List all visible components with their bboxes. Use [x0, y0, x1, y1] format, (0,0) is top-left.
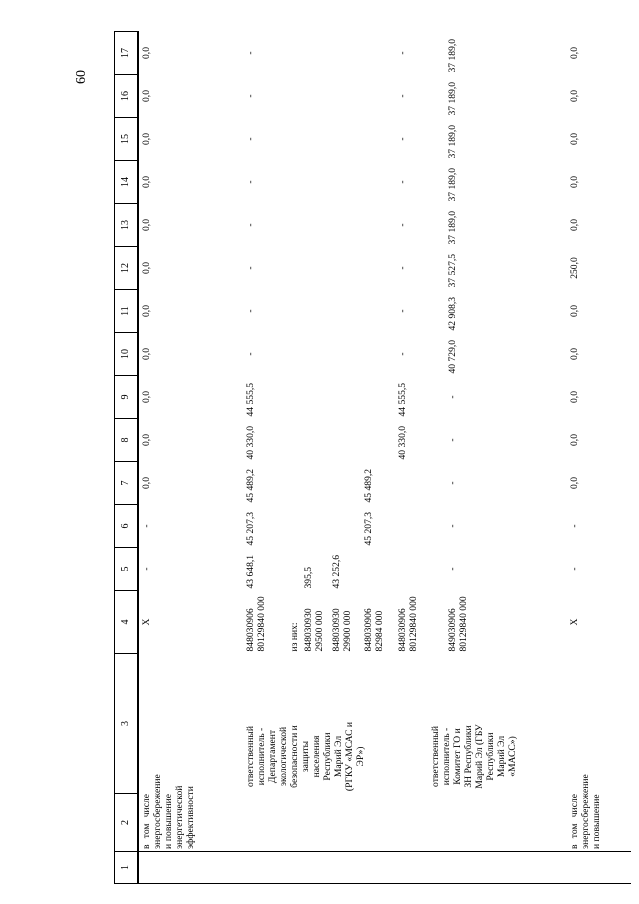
value-cell [243, 333, 567, 376]
value-cell: 0,0 [141, 434, 152, 446]
value-cell: - [141, 567, 152, 571]
kbk-cell [243, 591, 567, 654]
value: - [447, 395, 458, 399]
kbk-code: 849030906 80129840 000 [447, 596, 470, 652]
value: 395,5 [303, 566, 314, 589]
value: - [245, 94, 256, 98]
value-cell: 0,0 [569, 434, 580, 446]
value: - [245, 266, 256, 270]
value-cell: 0,0 [141, 133, 152, 145]
value-cell: 0,0 [141, 219, 152, 231]
row-number-cell [243, 852, 567, 884]
table-row [567, 32, 631, 884]
value: - [397, 352, 408, 356]
header-row [115, 32, 139, 884]
value-cell: 0,0 [569, 133, 580, 145]
kbk-cell: Х [569, 618, 580, 626]
header-cell: 6 [115, 505, 139, 548]
value: - [447, 438, 458, 442]
value-cell: 0,0 [141, 176, 152, 188]
executor-committee: ответственный исполнитель - Комитет ГО и ЗН Республики Марий Эл (ГБУ Республики Марий Эл «МАСС») [430, 724, 519, 789]
row-number-cell [567, 852, 631, 884]
value: 37 189,0 [447, 38, 458, 73]
budget-table-rotated [114, 34, 634, 884]
value: 37 527,5 [447, 253, 458, 288]
header-cell: 7 [115, 462, 139, 505]
value: - [397, 137, 408, 141]
header-cell: 13 [115, 204, 139, 247]
header-cell: 17 [115, 32, 139, 75]
value-cell: 0,0 [569, 47, 580, 59]
budget-table [114, 31, 631, 884]
value-cell [243, 161, 567, 204]
value-cell: 250,0 [569, 257, 580, 279]
value: - [397, 223, 408, 227]
row-name-cell [243, 794, 567, 852]
row-name-cell [567, 654, 631, 852]
value: - [245, 180, 256, 184]
kbk-code: 848030930 29900 000 [331, 608, 354, 652]
value-cell [243, 290, 567, 333]
value-cell [243, 505, 567, 548]
header-cell: 2 [115, 794, 139, 852]
value-cell: 0,0 [569, 305, 580, 317]
value: - [397, 180, 408, 184]
header-cell: 5 [115, 548, 139, 591]
executor-department: ответственный исполнитель - Департамент экологической безопасности и защиты населения Республики Марий Эл (РГКУ «МСАС и ЭР») [245, 721, 367, 792]
value: - [245, 352, 256, 356]
value: 43 252,6 [331, 554, 342, 589]
header-cell: 16 [115, 75, 139, 118]
value: - [397, 309, 408, 313]
value: 37 189,0 [447, 210, 458, 245]
value: 43 648,1 [245, 554, 256, 589]
value: 37 189,0 [447, 167, 458, 202]
table-row [243, 32, 567, 884]
kbk-code: 848030906 80129840 000 [245, 596, 268, 652]
value: - [397, 94, 408, 98]
table-row [138, 32, 243, 884]
value: - [397, 266, 408, 270]
value-cell [243, 548, 567, 591]
value: 45 207,3 [245, 511, 256, 546]
value: 40 330,0 [245, 425, 256, 460]
value: 42 908,3 [447, 296, 458, 331]
value-cell [243, 419, 567, 462]
row-number-cell [138, 852, 243, 884]
value-cell [243, 462, 567, 505]
header-cell: 1 [115, 852, 139, 884]
header-cell: 11 [115, 290, 139, 333]
value: - [447, 524, 458, 528]
executor-cell [243, 654, 567, 794]
header-cell: 12 [115, 247, 139, 290]
value-cell: 0,0 [141, 348, 152, 360]
value: 44 555,5 [245, 382, 256, 417]
value: 45 207,3 [363, 511, 374, 546]
value-cell [243, 75, 567, 118]
kbk-code: 848030906 80129840 000 [397, 596, 420, 652]
value-cell: 0,0 [141, 47, 152, 59]
header-cell: 4 [115, 591, 139, 654]
header-cell: 10 [115, 333, 139, 376]
value-cell: 0,0 [569, 477, 580, 489]
kbk-code: 848030930 29500 000 [303, 608, 326, 652]
value: 45 489,2 [363, 468, 374, 503]
value-cell: 0,0 [569, 90, 580, 102]
value-cell [243, 118, 567, 161]
value: 40 330,0 [397, 425, 408, 460]
value-cell: 0,0 [141, 305, 152, 317]
value-cell: 0,0 [141, 262, 152, 274]
kbk-cell: Х [141, 618, 152, 626]
kbk-code: 848030906 82984 000 [363, 608, 386, 652]
page-number: 60 [74, 70, 89, 84]
value: 40 729,0 [447, 339, 458, 374]
header-cell: 9 [115, 376, 139, 419]
kbk-subheading: из них: [289, 622, 300, 652]
value-cell: 0,0 [569, 176, 580, 188]
value-cell: 0,0 [569, 391, 580, 403]
value: - [397, 51, 408, 55]
header-cell: 14 [115, 161, 139, 204]
value: - [245, 137, 256, 141]
value: - [245, 223, 256, 227]
header-cell: 3 [115, 654, 139, 794]
value-cell: - [141, 524, 152, 528]
header-cell: 8 [115, 419, 139, 462]
value-cell [243, 247, 567, 290]
row-name-cell [138, 654, 243, 852]
value-cell: 0,0 [141, 391, 152, 403]
value-cell: - [569, 524, 580, 528]
value-cell: 0,0 [569, 219, 580, 231]
value-cell [243, 32, 567, 75]
value: - [447, 481, 458, 485]
value-cell: 0,0 [141, 477, 152, 489]
value-cell [243, 376, 567, 419]
value-cell: 0,0 [569, 348, 580, 360]
value: - [447, 567, 458, 571]
value-cell: - [569, 567, 580, 571]
row-name: в том числе энергосбережение и повышение энергетической эффективности [141, 774, 197, 849]
row-name: в том числе энергосбережение и повышение [569, 774, 603, 849]
value: 37 189,0 [447, 124, 458, 159]
header-cell: 15 [115, 118, 139, 161]
value: 44 555,5 [397, 382, 408, 417]
value: - [245, 309, 256, 313]
value-cell [243, 204, 567, 247]
value: 37 189,0 [447, 81, 458, 116]
value-cell: 0,0 [141, 90, 152, 102]
value: - [245, 51, 256, 55]
value: 45 489,2 [245, 468, 256, 503]
